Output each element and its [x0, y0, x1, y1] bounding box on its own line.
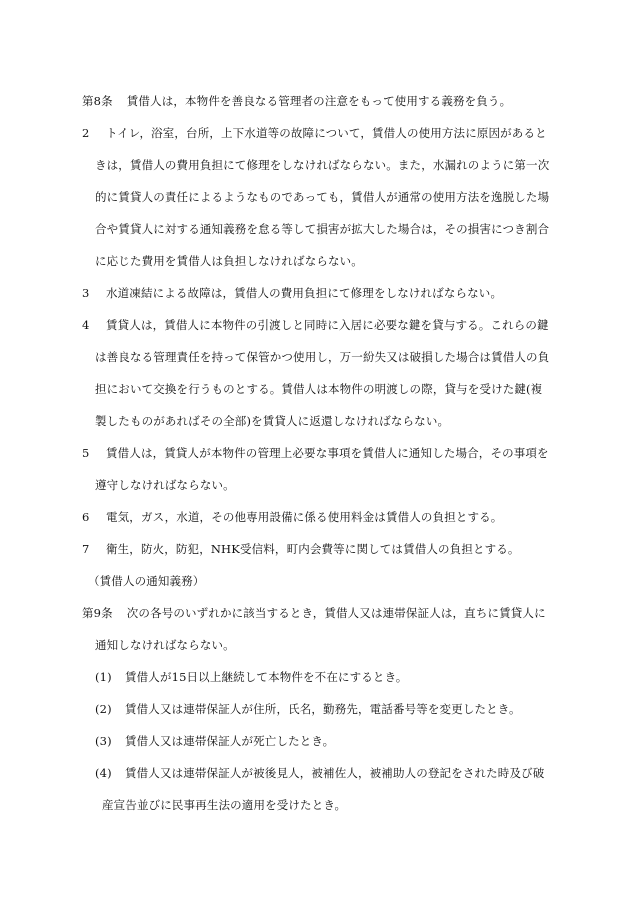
item-line: きは，賃借人の費用負担にて修理をしなければならない。また，水漏れのように第一次: [95, 158, 550, 172]
item-number: 3: [82, 286, 90, 300]
item-line: 合や賃貸人に対する通知義務を怠る等して損害が拡大した場合は，その損害につき割合: [95, 222, 550, 236]
item-line: トイレ，浴室，台所，上下水道等の故障について，賃借人の使用方法に原因があると: [106, 126, 547, 140]
item-number: 6: [82, 510, 90, 524]
article-8-item-5: [82, 445, 549, 461]
item-line: 衛生，防火，防犯，NHK受信料，町内会費等に関しては賃借人の負担とする。: [106, 542, 520, 556]
article-8-first-line: [82, 93, 511, 109]
item-line: 水道凍結による故障は，賃借人の費用負担にて修理をしなければならない。: [106, 286, 503, 300]
subitem-line: 賃借人又は連帯保証人が死亡したとき。: [125, 734, 335, 748]
article-8-text: 賃借人は，本物件を善良なる管理者の注意をもって使用する義務を負う。: [126, 94, 512, 108]
subitem-line: 賃借人が15日以上継続して本物件を不在にするとき。: [125, 670, 408, 684]
article-8-item-7: [82, 541, 520, 557]
subitem-number: (2): [95, 702, 112, 716]
item-line: 製したものがあればその全部)を賃貸人に返還しなければならない。: [95, 414, 450, 428]
item-line: は善良なる管理責任を持って保管かつ使用し，万一紛失又は破損した場合は賃借人の負: [95, 350, 550, 364]
subitem-line: 賃借人又は連帯保証人が被後見人，被補佐人，被補助人の登記をされた時及び破: [125, 766, 545, 780]
subitem-number: (3): [95, 734, 112, 748]
article-9-heading: 第9条: [82, 606, 113, 620]
article-8-item-2: [82, 125, 547, 141]
article-9-subitem-4: [95, 765, 544, 781]
article-9-subitem-3: [95, 733, 334, 749]
item-line: 的に賃貸人の責任によるようなものであっても，賃借人が通常の使用方法を逸脱した場: [95, 190, 550, 204]
article-9-text-line: 通知しなければならない。: [95, 638, 235, 652]
article-8-heading: 第8条: [82, 94, 113, 108]
article-9-first-line: [82, 605, 546, 621]
item-number: 2: [82, 126, 90, 140]
subitem-line: 産宣告並びに民事再生法の適用を受けたとき。: [102, 798, 347, 812]
article-9-subitem-2: [95, 701, 521, 717]
item-line: 遵守しなければならない。: [95, 478, 235, 492]
article-8-item-4: [82, 317, 549, 333]
article-9-caption: （賃借人の通知義務）: [88, 574, 205, 588]
article-8-item-3: [82, 285, 502, 301]
subitem-number: (1): [95, 670, 112, 684]
item-line: 賃借人は，賃貸人が本物件の管理上必要な事項を賃借人に通知した場合，その事項を: [106, 446, 549, 460]
article-8-item-6: [82, 509, 502, 525]
subitem-line: 賃借人又は連帯保証人が住所，氏名，勤務先，電話番号等を変更したとき。: [125, 702, 521, 716]
item-line: 賃貸人は，賃借人に本物件の引渡しと同時に入居に必要な鍵を貸与する。これらの鍵: [106, 318, 549, 332]
item-number: 7: [82, 542, 90, 556]
item-line: 担において交換を行うものとする。賃借人は本物件の明渡しの際，貸与を受けた鍵(複: [95, 382, 543, 396]
item-line: 電気，ガス，水道，その他専用設備に係る使用料金は賃借人の負担とする。: [106, 510, 503, 524]
item-number: 4: [82, 318, 90, 332]
subitem-number: (4): [95, 766, 112, 780]
item-number: 5: [82, 446, 90, 460]
article-9-text: 次の各号のいずれかに該当するとき，賃借人又は連帯保証人は，直ちに賃貸人に: [126, 606, 546, 620]
article-9-subitem-1: [95, 669, 407, 685]
item-line: に応じた費用を賃借人は負担しなければならない。: [95, 254, 363, 268]
